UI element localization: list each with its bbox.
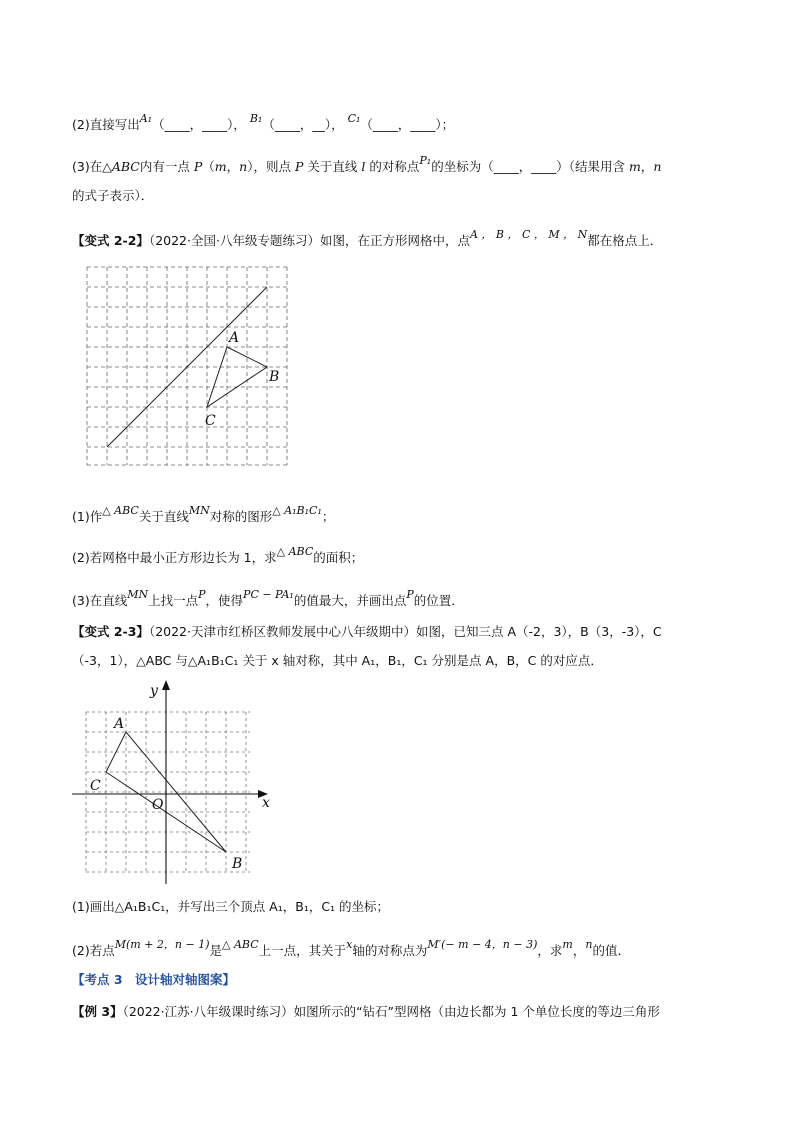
triangle-abc	[207, 347, 267, 407]
q3-m2: m	[628, 159, 641, 174]
v22-q2-b: 的面积；	[313, 550, 364, 565]
q3-m: m	[214, 159, 227, 174]
v22-q1-tri2: △ A₁B₁C₁	[272, 504, 322, 517]
label-b-2: B	[232, 856, 243, 872]
v23-q2-m: m	[562, 938, 573, 951]
a1-blanks: （____，____），	[152, 117, 246, 132]
y-axis-arrow	[162, 680, 170, 690]
label-c-2: C	[90, 778, 101, 794]
v22-q1	[72, 504, 335, 527]
q3-line-2: 的式子表示）．	[72, 188, 154, 203]
v23-q2-d: 轴的对称点为	[352, 943, 428, 958]
b1-blanks: （____，__），	[262, 117, 344, 132]
label-c: C	[205, 413, 216, 429]
q3-p2: P	[294, 159, 304, 174]
label-a-2: A	[114, 716, 125, 732]
example-3-line	[72, 1003, 660, 1021]
q3-l: l	[361, 159, 366, 174]
v23-q1: (1)画出△A₁B₁C₁，并写出三个顶点 A₁，B₁，C₁ 的坐标；	[72, 899, 390, 914]
v22-q1-b: 关于直线	[138, 509, 189, 524]
v23-q2-e: ，求	[537, 943, 563, 958]
figure-grid-triangle	[80, 262, 300, 472]
variant-2-2-source: （2022·全国·八年级专题练习）	[148, 233, 320, 248]
v22-q3-expr: PC − PA₁	[243, 588, 294, 601]
a1-label: A₁	[139, 112, 153, 125]
v22-q3-d: 的值最大，并画出点	[293, 593, 407, 608]
variant-2-3-source: （2022·天津市红桥区教师发展中心八年级期中）	[148, 624, 416, 639]
q3-part4: ），则点	[247, 159, 291, 174]
v22-q3-p2: P	[406, 588, 414, 601]
variant-2-3-line2: （-3，1），△ABC 与△A₁B₁C₁ 关于 x 轴对称，其中 A₁，B₁，C₁ 分别是点 A，B，C 的对应点．	[72, 653, 603, 668]
v23-q2-a: (2)若点	[72, 943, 115, 958]
v22-q3-e: 的位置．	[413, 593, 464, 608]
v22-q2-tri: △ ABC	[276, 545, 314, 558]
v22-q1-d: ；	[321, 509, 335, 524]
q3-p1: P₁	[419, 154, 432, 167]
v22-q1-tri: △ ABC	[102, 504, 139, 517]
label-x: x	[262, 795, 270, 811]
v23-q2	[72, 938, 630, 961]
variant-2-2-line	[72, 228, 663, 251]
v23-q2-tri: △ ABC	[222, 938, 259, 951]
example-3-tag: 【例 3】	[72, 1004, 123, 1019]
v23-q2-g: 的值．	[592, 943, 630, 958]
example-3-text: （2022·江苏·八年级课时练习）如图所示的“钻石”型网格（由边长都为 1 个单位长度的等边三角形	[122, 1004, 660, 1019]
variant-2-3-line	[72, 623, 662, 641]
label-y: y	[150, 683, 158, 699]
v22-q1-a: (1)作	[72, 509, 103, 524]
variant-2-3-text1: 如图，已知三点 A（-2，3），B（3，-3），C	[415, 624, 662, 639]
q3-part1: (3)在△	[72, 159, 112, 174]
q3-p: P	[193, 159, 203, 174]
q3-line	[72, 154, 662, 177]
q3-n2: n	[653, 159, 662, 174]
v22-q3-a: (3)在直线	[72, 593, 128, 608]
v22-q3	[72, 588, 464, 611]
q2-prefix: (2)直接写出	[72, 117, 140, 132]
label-b: B	[269, 369, 280, 385]
label-o: O	[152, 797, 164, 813]
v22-q2-a: (2)若网格中最小正方形边长为 1，求	[72, 550, 277, 565]
q3-part7: 的坐标为（____，____）（结果用含	[431, 159, 625, 174]
variant-2-2-tag: 【变式 2-2】	[72, 233, 149, 248]
q3-abc: ABC	[111, 159, 140, 174]
c1-label: C₁	[347, 112, 361, 125]
label-a: A	[229, 330, 240, 346]
v22-q2	[72, 545, 364, 568]
v23-q2-x: x	[346, 938, 353, 951]
q3-part3: （	[202, 159, 215, 174]
figure2-grid	[86, 712, 250, 872]
v23-q2-f: ，	[572, 943, 586, 958]
v22-q3-b: 上找一点	[148, 593, 199, 608]
kaodian-3-heading: 【考点 3 设计轴对轴图案】	[72, 972, 236, 987]
v22-q3-c: ，使得	[205, 593, 244, 608]
v22-q3-p: P	[198, 588, 206, 601]
variant-2-2-text2: 都在格点上．	[587, 233, 663, 248]
v23-q2-b: 是	[209, 943, 223, 958]
v22-q3-mn: MN	[127, 588, 149, 601]
b1-label: B₁	[249, 112, 263, 125]
q3-part2: 内有一点	[139, 159, 190, 174]
v23-q2-m-expr: M(m + 2，n − 1)	[114, 938, 210, 951]
v22-q1-mn: MN	[188, 504, 210, 517]
q3-comma2: ，	[640, 159, 654, 174]
q3-n: n	[239, 159, 248, 174]
q3-part6: 的对称点	[369, 159, 420, 174]
q3-comma: ，	[226, 159, 240, 174]
v22-q1-c: 对称的图形	[209, 509, 273, 524]
figure-coordinate-triangle	[66, 678, 286, 890]
q3-part5: 关于直线	[307, 159, 358, 174]
variant-2-3-tag: 【变式 2-3】	[72, 624, 149, 639]
v23-q2-m2-expr: M′(− m − 4，n − 3)	[427, 938, 538, 951]
variant-2-2-points: A ， B ， C ， M ， N	[469, 228, 588, 241]
variant-2-2-text1: 如图，在正方形网格中，点	[319, 233, 470, 248]
c1-blanks: （____，____）；	[360, 117, 455, 132]
q2-line	[72, 112, 455, 135]
v23-q2-c: 上一点，其关于	[258, 943, 347, 958]
v23-q2-n: n	[585, 938, 593, 951]
